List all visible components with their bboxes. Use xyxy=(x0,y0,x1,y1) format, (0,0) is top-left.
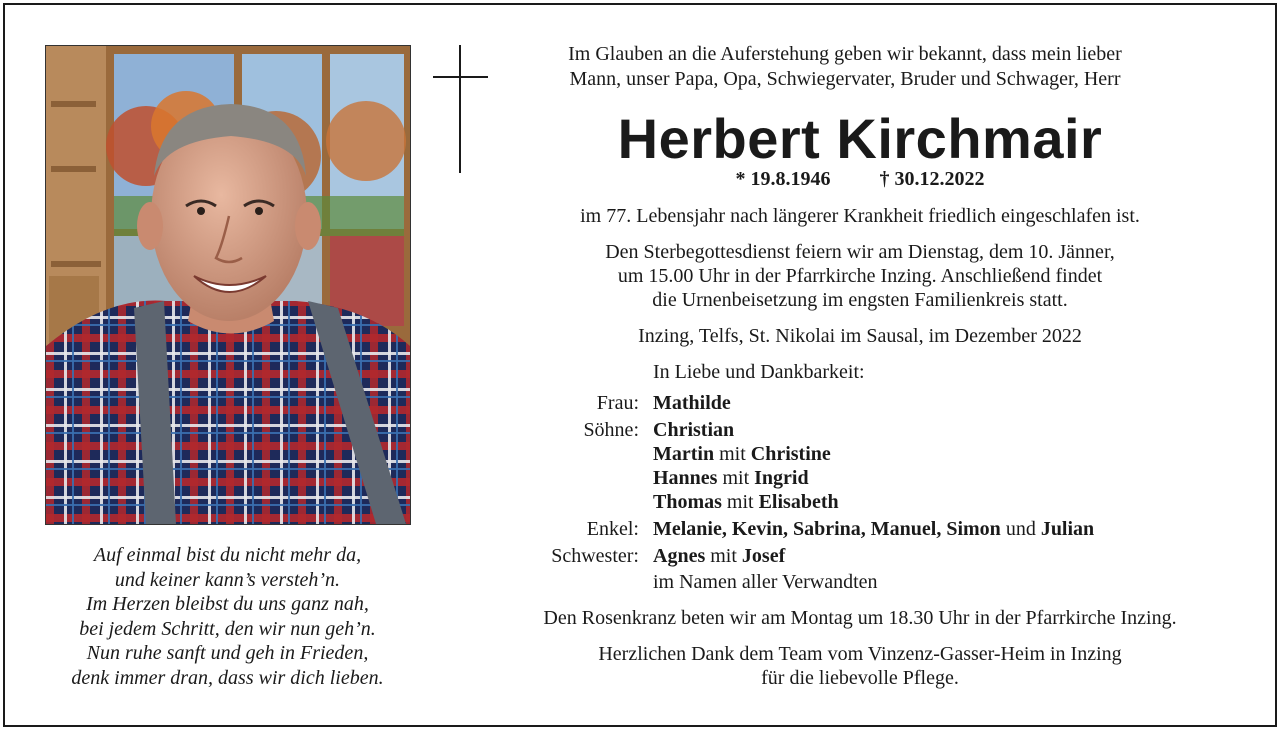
partner-name: Elisabeth xyxy=(758,491,839,513)
partner-name: Josef xyxy=(741,545,786,567)
memorial-poem xyxy=(30,543,425,690)
family-row-son xyxy=(440,490,1250,514)
deceased-name: Herbert Kirchmair xyxy=(617,107,1103,170)
poem-line: Auf einmal bist du nicht mehr da, xyxy=(93,544,362,566)
rosary-text: Den Rosenkranz beten wir am Montag um 18.30 Uhr in der Pfarrkirche Inzing. xyxy=(543,607,1177,629)
life-dates xyxy=(440,168,1280,191)
family-row-grandchildren xyxy=(440,517,1250,541)
thanks-line: Herzlichen Dank dem Team vom Vinzenz-Gasser-Heim in Inzing xyxy=(598,643,1122,665)
son-name: Hannes xyxy=(653,467,718,489)
passing-text: im 77. Lebensjahr nach längerer Krankheit friedlich eingeschlafen ist. xyxy=(580,205,1140,227)
conjunction: mit xyxy=(726,491,754,513)
grandchildren-names: Melanie, Kevin, Sabrina, Manuel, Simon xyxy=(653,518,1001,540)
birth-date: * 19.8.1946 xyxy=(735,168,831,190)
sister-label: Schwester: xyxy=(551,545,639,567)
family-row-relatives xyxy=(440,570,1250,594)
conjunction: und xyxy=(1005,518,1036,540)
wife-label: Frau: xyxy=(596,392,639,414)
sons-label: Söhne: xyxy=(583,419,639,441)
poem-line: Nun ruhe sanft und geh in Frieden, xyxy=(86,642,369,664)
thanks-line: für die liebevolle Pflege. xyxy=(761,667,959,689)
family-row-sister xyxy=(440,544,1250,568)
intro-line: Mann, unser Papa, Opa, Schwiegervater, Bruder und Schwager, Herr xyxy=(569,68,1121,90)
son-name: Christian xyxy=(653,419,735,441)
son-name: Martin xyxy=(653,443,715,465)
sister-name: Agnes xyxy=(653,545,706,567)
family-row-son xyxy=(440,418,1250,442)
partner-name: Christine xyxy=(750,443,831,465)
conjunction: mit xyxy=(719,443,746,465)
family-row-wife xyxy=(440,391,1250,415)
grandchild-name: Julian xyxy=(1040,518,1095,540)
poem-line: bei jedem Schritt, den wir nun geh’n. xyxy=(79,617,376,640)
portrait-photo xyxy=(45,45,411,525)
relatives-text: im Namen aller Verwandten xyxy=(653,571,878,593)
service-line: Den Sterbegottesdienst feiern wir am Dienstag, dem 10. Jänner, xyxy=(605,241,1115,263)
wife-name: Mathilde xyxy=(653,392,731,414)
conjunction: mit xyxy=(722,467,750,489)
partner-name: Ingrid xyxy=(754,467,809,489)
family-heading: In Liebe und Dankbarkeit: xyxy=(653,361,865,383)
poem-line: denk immer dran, dass wir dich lieben. xyxy=(71,666,384,689)
poem-line: Im Herzen bleibst du uns ganz nah, xyxy=(86,593,369,615)
place-date: Inzing, Telfs, St. Nikolai im Sausal, im Dezember 2022 xyxy=(638,325,1082,347)
conjunction: mit xyxy=(710,545,737,567)
grandchildren-label: Enkel: xyxy=(586,518,639,540)
son-name: Thomas xyxy=(653,491,722,513)
service-line: die Urnenbeisetzung im engsten Familienkreis statt. xyxy=(652,289,1068,311)
service-line: um 15.00 Uhr in der Pfarrkirche Inzing. Anschließend findet xyxy=(617,265,1103,287)
family-row-son xyxy=(440,466,1250,490)
death-date: † 30.12.2022 xyxy=(879,168,985,190)
poem-line: und keiner kann’s versteh’n. xyxy=(114,568,341,591)
family-row-son xyxy=(440,442,1250,466)
intro-line: Im Glauben an die Auferstehung geben wir bekannt, dass mein lieber xyxy=(568,43,1122,65)
